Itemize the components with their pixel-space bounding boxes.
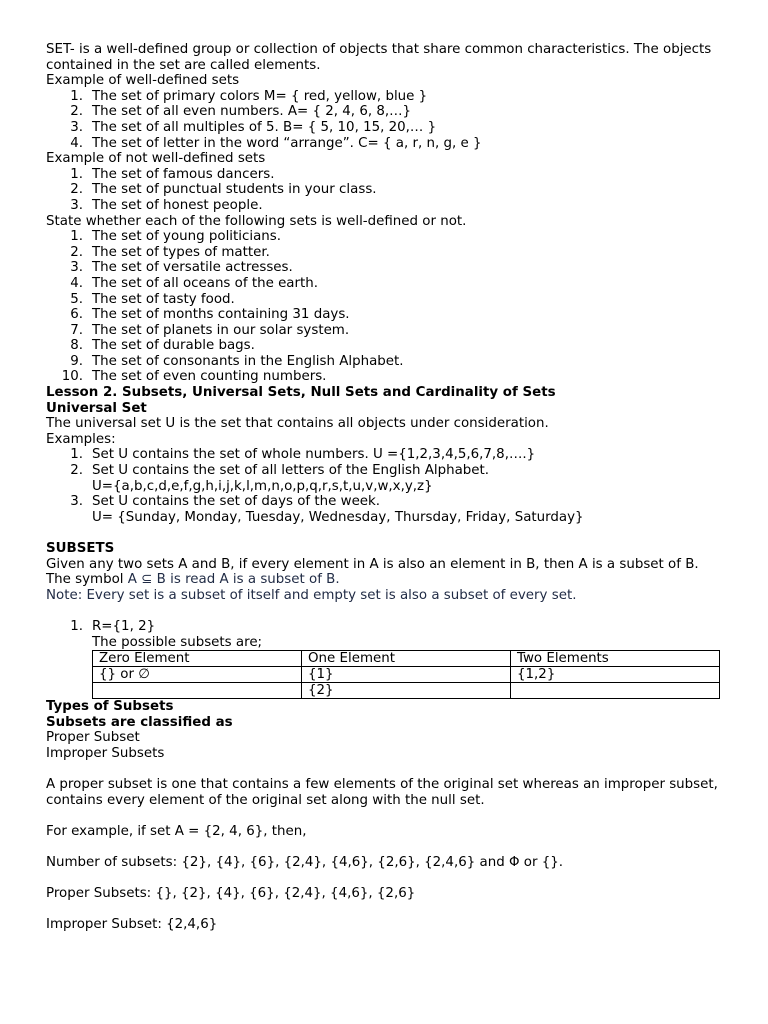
examples-label: Examples: [46,431,116,447]
possible-subsets-table [92,650,720,699]
subsets-classified-heading: Subsets are classified as [46,714,233,730]
blank-line [46,902,726,918]
list-item: 4. The set of letter in the word “arrange”. C= { a, r, n, g, e } [70,135,482,151]
blank-line [46,603,726,619]
list-item: 2. The set of all even numbers. A= { 2, 4, 6, 8,…} [70,104,412,120]
number-of-subsets: Number of subsets: {2}, {4}, {6}, {2,4}, {4,6}, {2,6}, {2,4,6} and Φ or {}. [46,855,564,871]
list-item: 2. The set of types of matter. [70,244,270,260]
table-row [93,683,720,699]
exercise-list [46,229,726,385]
list-item: 1. The set of famous dancers. [70,166,275,182]
list-item: 2. Set U contains the set of all letters of the English Alphabet. U={a,b,c,d,e,f,g,h,i,j,k,l,m,n,o,p,q,r,s,t,u,v,w,x,y,z} [70,463,490,494]
table-header-cell: Two Elements [511,651,720,667]
table-header-cell: One Element [302,651,511,667]
list-item: 1. The set of young politicians. [70,229,282,245]
example-intro: For example, if set A = {2, 4, 6}, then, [46,823,307,839]
set-definition: SET- is a well-defined group or collection of objects that share common characteristics. The objects contained in the set are called elements. [46,42,712,73]
improper-subsets-label: Improper Subsets [46,745,165,761]
not-well-defined-heading: Example of not well-defined sets [46,151,266,167]
types-of-subsets-heading: Types of Subsets [46,699,174,715]
proper-improper-explanation: A proper subset is one that contains a few elements of the original set whereas an improper subset, contains every element of the original set along with the null set. [46,777,718,808]
table-row [93,667,720,683]
subset-symbol-text: A ⊆ B is read A is a subset of B. [127,572,340,588]
well-defined-heading: Example of well-defined sets [46,73,240,89]
exercise-heading: State whether each of the following sets is well-defined or not. [46,213,467,229]
list-item: 3. Set U contains the set of days of the week. U= {Sunday, Monday, Tuesday, Wednesday, Thursday, Friday, Saturday} [70,494,584,525]
table-cell: {2} [302,683,511,699]
blank-line [46,762,726,778]
subsets-heading: SUBSETS [46,541,115,556]
universal-set-heading: Universal Set [46,400,147,416]
list-item: 1. Set U contains the set of whole numbers. U ={1,2,3,4,5,6,7,8,….} [70,447,536,463]
list-item: 7. The set of planets in our solar system. [70,322,350,338]
not-well-defined-list [46,167,726,214]
document-page [46,42,726,933]
list-item: 2. The set of punctual students in your class. [70,182,377,198]
blank-line [46,525,726,541]
list-item: 4. The set of all oceans of the earth. [70,275,319,291]
list-item: 9. The set of consonants in the English Alphabet. [70,353,404,369]
subset-example-list [46,619,726,650]
table-cell: {} or ∅ [93,667,302,683]
list-item: 10. The set of even counting numbers. [61,369,327,385]
subset-note: Note: Every set is a subset of itself and empty set is also a subset of every set. [46,587,577,603]
proper-subset-label: Proper Subset [46,730,140,746]
list-item: 6. The set of months containing 31 days. [70,307,350,323]
list-item: 5. The set of tasty food. [70,291,235,307]
improper-subset-value: Improper Subset: {2,4,6} [46,917,218,933]
blank-line [46,871,726,887]
universal-examples-list [46,447,726,525]
list-item: 8. The set of durable bags. [70,338,255,354]
subset-definition: Given any two sets A and B, if every element in A is also an element in B, then A is a subset of B. The symbol A ⊆ B is read A is a subset of B. [46,556,699,588]
list-item: 1. R={1, 2} The possible subsets are; [70,618,263,650]
blank-line [46,808,726,824]
list-item: 1. The set of primary colors M= { red, yellow, blue } [70,88,428,104]
blank-line [46,840,726,856]
table-header-cell: Zero Element [93,651,302,667]
list-item: 3. The set of all multiples of 5. B= { 5, 10, 15, 20,… } [70,119,437,135]
universal-set-definition: The universal set U is the set that contains all objects under consideration. [46,416,549,432]
well-defined-list [46,89,726,151]
proper-subsets-list: Proper Subsets: {}, {2}, {4}, {6}, {2,4}, {4,6}, {2,6} [46,886,416,902]
table-cell [93,683,302,699]
table-cell: {1} [302,667,511,683]
list-item: 3. The set of honest people. [70,197,263,213]
table-cell: {1,2} [511,667,720,683]
table-cell [511,683,720,699]
table-header-row [93,651,720,667]
list-item: 3. The set of versatile actresses. [70,260,293,276]
lesson-title: Lesson 2. Subsets, Universal Sets, Null Sets and Cardinality of Sets [46,385,556,401]
